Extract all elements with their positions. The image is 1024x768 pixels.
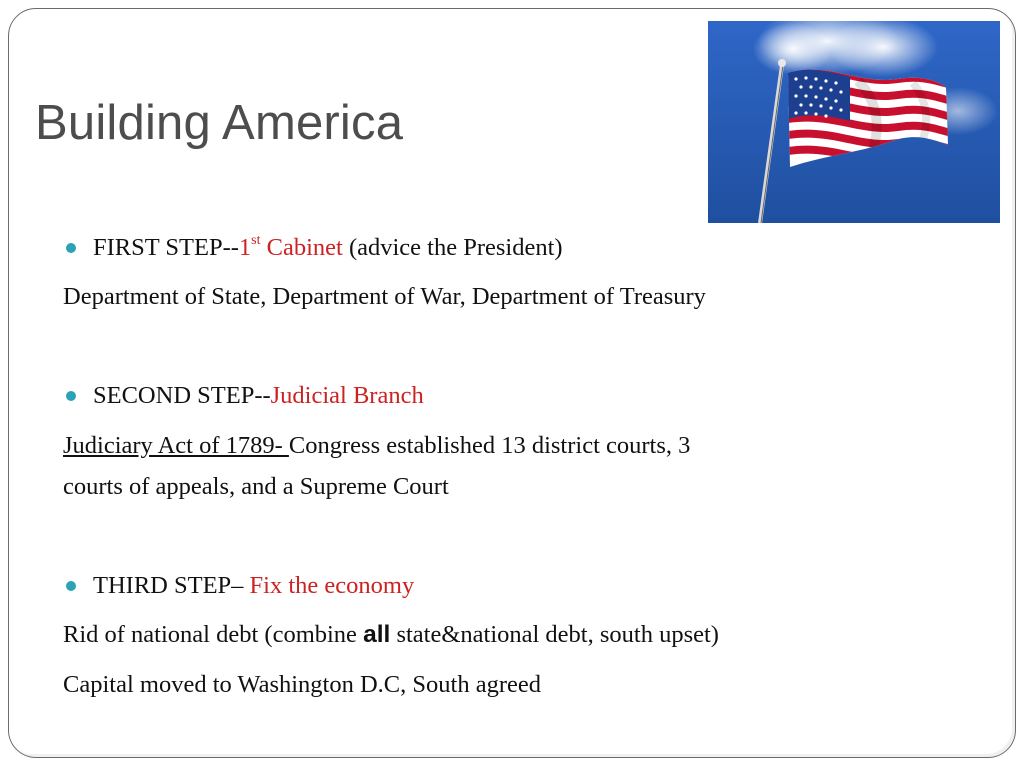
step-label: SECOND STEP-- [93,382,271,409]
bullet-first-step [63,233,563,263]
step-highlight: Judicial Branch [270,382,424,409]
us-flag-illustration [708,21,1000,223]
step-label: THIRD STEP– [93,572,250,599]
second-step-detail-line2: courts of appeals, and a Supreme Court [63,473,449,500]
first-step-detail: Department of State, Department of War, Department of Treasury [63,283,706,310]
slide-title: Building America [35,96,404,150]
emphasis-all: all [363,621,391,648]
third-step-detail-line2: Capital moved to Washington D.C, South agreed [63,671,541,698]
step-note: (advice the President) [342,234,563,261]
bullet-dot-icon [66,391,76,401]
slide [8,8,1016,758]
step-highlight: 1st Cabinet [238,232,343,261]
bullet-second-step [63,381,424,411]
step-highlight: Fix the economy [249,572,415,599]
bullet-dot-icon [66,581,76,591]
third-step-detail-line1: Rid of national debt (combine all state&national debt, south upset) [63,621,719,648]
bullet-dot-icon [66,243,76,253]
bullet-third-step [63,571,414,601]
step-label: FIRST STEP-- [93,234,239,261]
judiciary-act-label: Judiciary Act of 1789- [63,432,289,459]
second-step-detail-line1: Judiciary Act of 1789- Congress established 13 district courts, 3 [63,432,691,459]
us-flag-photo [708,21,1000,223]
